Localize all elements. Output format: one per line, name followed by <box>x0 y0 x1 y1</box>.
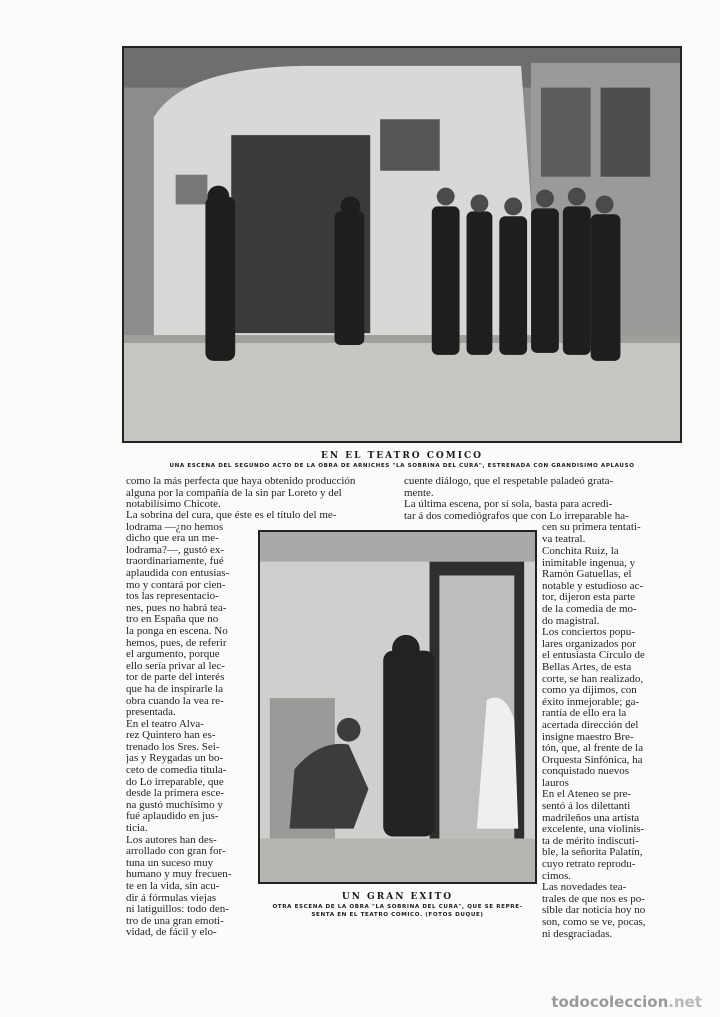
text-line: trenado los Sres. Sei- <box>126 741 220 753</box>
right-column-intro <box>404 476 686 546</box>
text-line: Bellas Artes, de esta <box>542 661 632 673</box>
text-line: cimos. <box>542 870 572 882</box>
middle-photo-caption-title: UN GRAN EXITO <box>341 892 454 902</box>
text-line: Ramón Gatuellas, el <box>542 569 632 581</box>
text-line: ceto de comedia titula- <box>126 765 227 777</box>
text-line: ni latiguillos: todo den- <box>126 904 229 916</box>
text-line: Las novedades tea- <box>542 882 627 894</box>
text-line: va teatral. <box>542 533 586 545</box>
text-line: que ha de inspirarle la <box>126 683 224 695</box>
text-line: ta de mérito indiscuti- <box>542 835 639 847</box>
text-line: tón, que, al frente de la <box>542 743 644 755</box>
text-line: madrileños una artista <box>542 812 640 824</box>
text-line: como la más perfecta que haya obtenido producción <box>126 476 356 487</box>
text-line: dicho que era un me- <box>126 533 219 545</box>
text-line: traordinariamente, fué <box>126 556 224 568</box>
text-line: el argumento, porque <box>126 649 220 661</box>
text-line: dir á fórmulas viejas <box>126 892 217 904</box>
text-line: lodrama?—, gustó ex- <box>126 544 225 556</box>
text-line: mo y contará por cien- <box>126 579 226 591</box>
text-line: ni desgraciadas. <box>542 928 613 940</box>
text-line: el entusiasta Círculo de <box>542 650 645 662</box>
text-line: lauros <box>542 777 569 789</box>
text-line: ello sería privar al lec- <box>126 660 225 672</box>
text-line: corte, se han realizado, <box>542 673 644 685</box>
left-column-body <box>126 510 337 939</box>
middle-photo-caption-line2: SENTA EN EL TEATRO COMICO. (FOTOS DUQUE) <box>311 912 484 918</box>
text-line: aplaudida con entusias- <box>126 567 230 579</box>
watermark-tld: .net <box>668 993 702 1011</box>
text-line: acertada dirección del <box>542 719 639 731</box>
text-line: Los autores han des- <box>126 834 217 846</box>
text-line: do Lo irreparable, que <box>126 776 224 788</box>
text-line: do magistral. <box>542 615 600 627</box>
text-line: lodrama —¿no hemos <box>126 521 224 533</box>
top-photo-caption-title: EN EL TEATRO COMICO <box>321 451 483 461</box>
text-line: mente. <box>404 487 434 499</box>
text-line: hemos, pues, de referir <box>126 637 227 649</box>
text-line: tor, dijeron esta parte <box>542 592 636 604</box>
text-line: te en la vida, sin acu- <box>126 881 220 892</box>
text-line: tro en España que no <box>126 614 219 626</box>
text-line: inimitable ingenua, y <box>542 557 636 569</box>
text-line: La última escena, por sí sola, basta para acredi- <box>404 499 613 511</box>
text-line: cen su primera tentati- <box>542 522 641 534</box>
text-line: na gustó muchísimo y <box>126 799 223 811</box>
text-line: En el teatro Alva- <box>126 718 204 730</box>
text-line: tar á dos comediógrafos que con Lo irreparable ha- <box>404 510 629 522</box>
text-line: En el Ateneo se pre- <box>542 789 632 801</box>
text-line: éxito inmejorable; ga- <box>542 696 640 708</box>
stage-photo-top <box>122 46 682 443</box>
watermark-brand: todocoleccion <box>551 993 669 1011</box>
text-line: tor de parte del interés <box>126 672 225 684</box>
text-line: cuyo retrato reprodu- <box>542 859 636 871</box>
text-line: jas y Reygadas un bo- <box>126 753 224 765</box>
text-line: la ponga en escena. No <box>126 625 228 637</box>
text-line: La sobrina del cura, que éste es el título del me- <box>126 510 337 521</box>
text-line: tuna un suceso muy <box>126 857 214 869</box>
middle-photo-caption-line1: OTRA ESCENA DE LA OBRA "LA SOBRINA DEL CURA", QUE SE REPRE- <box>272 904 523 910</box>
text-line: vidad, de fácil y elo- <box>126 927 217 939</box>
stage-photo-middle <box>258 530 537 884</box>
text-line: sentó á los dilettanti <box>542 801 631 813</box>
text-line: excelente, una violinis- <box>542 824 645 836</box>
top-photo-caption-subtitle: UNA ESCENA DEL SEGUNDO ACTO DE LA OBRA DE ARNICHES "LA SOBRINA DEL CURA", ESTRENADA CON GRANDISIMO APLAUSO <box>169 463 635 469</box>
left-column-intro <box>126 476 408 511</box>
text-line: tro de una gran emoti- <box>126 915 224 927</box>
text-line: desde la primera esce- <box>126 788 225 800</box>
text-line: ble, la señorita Palatín, <box>542 847 643 859</box>
text-line: rantía de ello era la <box>542 708 627 720</box>
text-line: insigne maestro Bre- <box>542 731 634 743</box>
text-line: Los conciertos popu- <box>542 627 635 639</box>
text-line: presentada. <box>126 707 176 719</box>
text-line: son, como se ve, pocas, <box>542 917 646 928</box>
text-line: humano y muy frecuen- <box>126 869 232 881</box>
text-line: cuente diálogo, que el respetable paladeó grata- <box>404 476 614 487</box>
text-line: lares organizados por <box>542 638 636 650</box>
text-line: arrollado con gran for- <box>126 846 226 858</box>
text-line: sible dar noticia hoy no <box>542 905 646 917</box>
text-line: notabilísimo Chicote. <box>126 499 221 511</box>
text-line: tos las representacio- <box>126 591 219 603</box>
right-column-body <box>542 546 688 940</box>
text-line: ticia. <box>126 823 148 835</box>
text-line: alguna por la compañía de la sin par Loreto y del <box>126 487 342 499</box>
text-line: Orquesta Sinfónica, ha <box>542 754 643 766</box>
text-line: Conchita Ruiz, la <box>542 546 619 557</box>
text-line: de la comedia de mo- <box>542 603 637 615</box>
text-line: rez Quintero han es- <box>126 730 216 742</box>
text-line: trales de que nos es po- <box>542 893 645 905</box>
text-line: como ya dijimos, con <box>542 685 637 697</box>
text-line: notable y estudioso ac- <box>542 580 644 592</box>
text-line: fué aplaudido en jus- <box>126 811 219 823</box>
text-line: conquistado nuevos <box>542 766 630 778</box>
site-watermark <box>551 993 702 1011</box>
text-line: obra cuando la vea re- <box>126 695 224 707</box>
text-line: nes, pues no habrá tea- <box>126 602 227 614</box>
